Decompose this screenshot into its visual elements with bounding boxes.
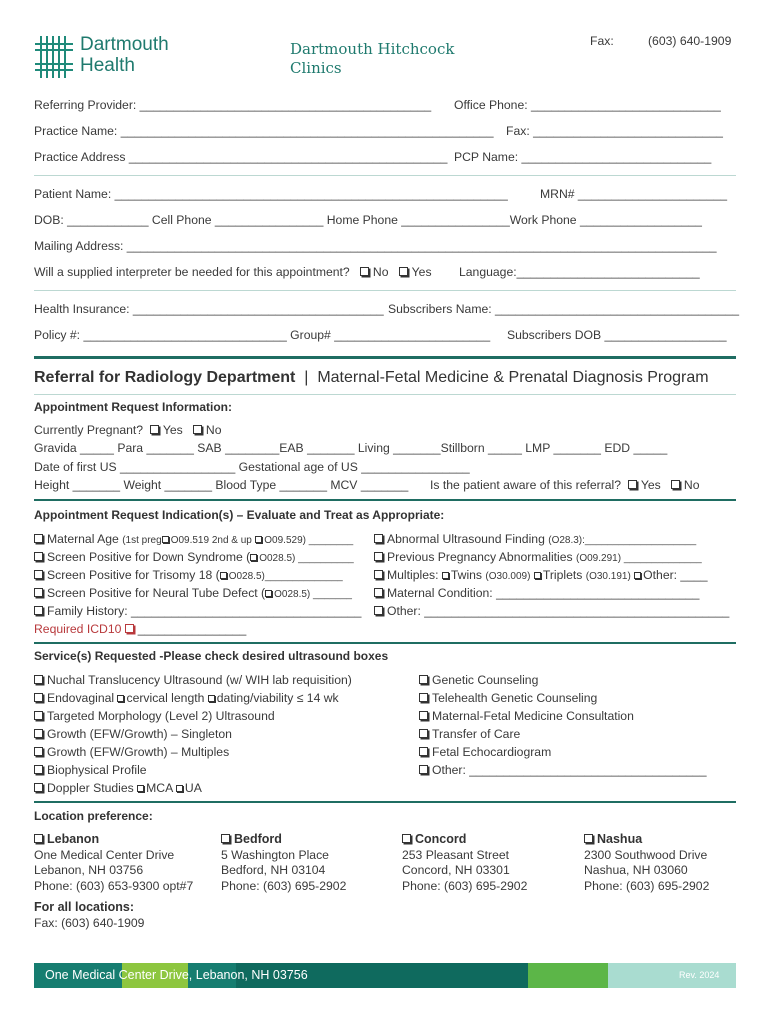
nuchal-label: Nuchal Translucency Ultrasound (w/ WIH lab requisition) — [47, 673, 352, 687]
dating-viability-label: dating/viability ≤ 14 wk — [216, 691, 339, 705]
doppler-item — [34, 781, 202, 795]
aware-no-label: No — [683, 478, 700, 492]
section-title-bold: Referral for Radiology Department — [34, 369, 296, 386]
growth-multiples-checkbox[interactable] — [34, 747, 43, 756]
neural-tube-checkbox[interactable] — [34, 588, 43, 597]
transfer-checkbox[interactable] — [419, 729, 428, 738]
prev-pregnancy-label: Previous Pregnancy Abnormalities — [387, 550, 573, 564]
aware-yes-checkbox[interactable] — [628, 480, 637, 489]
location-city: Lebanon, NH 03756 — [34, 863, 144, 877]
policy-group-field[interactable]: Policy #: ______________________________ Group# _______________________ — [34, 328, 491, 342]
maternal-condition-item — [374, 586, 699, 600]
location-heading: Location preference: — [34, 809, 153, 823]
biophysical-label: Biophysical Profile — [47, 763, 147, 777]
aware-yes-label: Yes — [640, 478, 661, 492]
family-history-checkbox[interactable] — [34, 606, 43, 615]
cervical-length-label: cervical length — [126, 691, 205, 705]
endovaginal-label: Endovaginal — [47, 691, 115, 705]
location-phone: Phone: (603) 653-9300 opt#7 — [34, 878, 194, 893]
practice-address-field[interactable]: Practice Address _______________________________________________ — [34, 150, 448, 164]
health-insurance-field[interactable]: Health Insurance: _____________________________________ — [34, 302, 384, 316]
location-name: Bedford — [234, 832, 282, 846]
twins-checkbox[interactable] — [442, 572, 449, 579]
abnormal-us-code[interactable]: (O28.3):____________________ — [548, 535, 697, 546]
triplets-label: Triplets — [542, 568, 583, 582]
other-service-field[interactable]: Other: ___________________________________ — [432, 763, 707, 777]
family-history-field[interactable]: Family History: __________________________________ — [47, 604, 362, 618]
triplets-code: (O30.191) — [585, 571, 631, 582]
appointment-info-heading: Appointment Request Information: — [34, 400, 232, 414]
genetic-counseling-checkbox[interactable] — [419, 675, 428, 684]
divider — [34, 394, 736, 395]
mailing-address-field[interactable]: Mailing Address: _______________________________________________________________________________________ — [34, 239, 717, 253]
doppler-checkbox[interactable] — [34, 783, 43, 792]
second-preg-checkbox[interactable] — [255, 536, 262, 543]
maternal-age-second: O09.519 2nd & up — [170, 535, 252, 546]
nuchal-item — [34, 673, 352, 687]
down-code-checkbox[interactable] — [250, 554, 257, 561]
endovaginal-checkbox[interactable] — [34, 693, 43, 702]
lebanon-checkbox[interactable] — [34, 834, 43, 843]
ua-checkbox[interactable] — [176, 785, 183, 792]
location-city: Nashua, NH 03060 — [584, 863, 688, 877]
genetic-counseling-item — [419, 673, 538, 687]
growth-multiples-label: Growth (EFW/Growth) – Multiples — [47, 745, 230, 759]
location-city: Concord, NH 03301 — [402, 863, 510, 877]
location-lebanon — [34, 832, 193, 894]
growth-singleton-checkbox[interactable] — [34, 729, 43, 738]
maternal-condition-field[interactable]: Maternal Condition: ______________________________ — [387, 586, 700, 600]
targeted-checkbox[interactable] — [34, 711, 43, 720]
height-weight-row[interactable]: Height _______ Weight _______ Blood Type _______ MCV _______ — [34, 478, 409, 492]
pcp-name-field[interactable]: PCP Name: ____________________________ — [454, 150, 712, 164]
mfm-consult-checkbox[interactable] — [419, 711, 428, 720]
triplets-checkbox[interactable] — [534, 572, 541, 579]
footer-segment — [528, 963, 608, 988]
location-street: One Medical Center Drive — [34, 847, 175, 862]
mca-label: MCA — [146, 781, 173, 795]
location-street: 253 Pleasant Street — [402, 847, 510, 862]
practice-fax-field[interactable]: Fax: ____________________________ — [506, 124, 723, 138]
maternal-condition-checkbox[interactable] — [374, 588, 383, 597]
growth-multiples-item — [34, 745, 229, 759]
interpreter-yes-checkbox[interactable] — [399, 267, 408, 276]
section-divider — [34, 356, 736, 359]
interpreter-no-label: No — [372, 265, 389, 279]
language-field[interactable]: Language:___________________________ — [459, 265, 700, 279]
telehealth-label: Telehealth Genetic Counseling — [432, 691, 598, 705]
patient-name-field[interactable]: Patient Name: __________________________________________________________ — [34, 187, 508, 201]
section-divider — [34, 499, 736, 501]
section-title-separator: | — [304, 369, 309, 386]
office-phone-field[interactable]: Office Phone: ____________________________ — [454, 98, 721, 112]
section-divider — [34, 801, 736, 803]
section-divider — [34, 642, 736, 644]
header-fax-number: (603) 640-1909 — [648, 34, 732, 48]
pregnant-no-label: No — [205, 423, 222, 437]
ua-label: UA — [184, 781, 202, 795]
first-preg-checkbox[interactable] — [162, 536, 169, 543]
location-nashua — [584, 832, 709, 894]
prev-pregnancy-checkbox[interactable] — [374, 552, 383, 561]
clinic-name-line-2: Clinics — [290, 59, 342, 77]
location-street: 2300 Southwood Drive — [584, 847, 708, 862]
required-icd10-item — [34, 622, 246, 636]
multiples-item — [374, 568, 708, 582]
nuchal-checkbox[interactable] — [34, 675, 43, 684]
fetal-echo-checkbox[interactable] — [419, 747, 428, 756]
targeted-item — [34, 709, 275, 723]
maternal-age-item — [34, 532, 353, 546]
aware-no-checkbox[interactable] — [671, 480, 680, 489]
required-icd10-label: Required ICD10 — [34, 622, 122, 636]
first-us-row[interactable]: Date of first US _________________ Gestational age of US ________________ — [34, 460, 470, 474]
clinic-name-line-1: Dartmouth Hitchcock — [290, 40, 455, 58]
footer-revision: Rev. 2024 — [679, 970, 720, 980]
dating-viability-checkbox[interactable] — [208, 695, 215, 702]
logo-line-1: Dartmouth — [80, 34, 169, 55]
trisomy-item — [34, 568, 343, 582]
footer-address: One Medical Center Drive, Lebanon, NH 03756 — [45, 968, 308, 982]
biophysical-item — [34, 763, 147, 777]
other-service-checkbox[interactable] — [419, 765, 428, 774]
location-city: Bedford, NH 03104 — [221, 863, 326, 877]
biophysical-checkbox[interactable] — [34, 765, 43, 774]
twins-code: (O30.009) — [485, 571, 531, 582]
down-syndrome-code: O028.5) __________ — [259, 553, 354, 564]
growth-singleton-label: Growth (EFW/Growth) – Singleton — [47, 727, 232, 741]
location-name: Nashua — [597, 832, 643, 846]
section-title-program: Maternal-Fetal Medicine & Prenatal Diagnosis Program — [317, 369, 709, 386]
abnormal-us-label: Abnormal Ultrasound Finding — [387, 532, 545, 546]
section-title — [34, 369, 709, 387]
multiples-label: Multiples: — [387, 568, 439, 582]
maternal-age-code: O09.529) ________ — [264, 535, 354, 546]
referring-provider-field[interactable]: Referring Provider: ___________________________________________ — [34, 98, 432, 112]
services-heading: Service(s) Requested -Please check desired ultrasound boxes — [34, 649, 389, 663]
required-icd10-checkbox[interactable] — [125, 624, 134, 633]
cervical-length-checkbox[interactable] — [117, 695, 124, 702]
neural-tube-item — [34, 586, 352, 600]
family-history-item — [34, 604, 361, 618]
divider — [34, 175, 736, 176]
currently-pregnant-label: Currently Pregnant? — [34, 423, 144, 437]
trisomy-checkbox[interactable] — [34, 570, 43, 579]
neural-code-checkbox[interactable] — [265, 590, 272, 597]
location-name: Lebanon — [47, 832, 100, 846]
other-service-item — [419, 763, 707, 777]
subscribers-dob-field[interactable]: Subscribers DOB __________________ — [507, 328, 727, 342]
logo-line-2: Health — [80, 55, 135, 76]
location-bedford — [221, 832, 346, 894]
divider — [34, 290, 736, 291]
bedford-checkbox[interactable] — [221, 834, 230, 843]
twins-label: Twins — [450, 568, 483, 582]
concord-checkbox[interactable] — [402, 834, 411, 843]
location-phone: Phone: (603) 695-2902 — [221, 878, 347, 893]
mfm-consult-label: Maternal-Fetal Medicine Consultation — [432, 709, 634, 723]
footer-band — [34, 963, 736, 988]
location-phone: Phone: (603) 695-2902 — [402, 878, 528, 893]
mca-checkbox[interactable] — [137, 785, 144, 792]
location-concord — [402, 832, 527, 894]
other-multiples-field[interactable]: Other: ____ — [643, 568, 708, 582]
interpreter-no-checkbox[interactable] — [360, 267, 369, 276]
down-syndrome-item — [34, 550, 354, 564]
practice-name-field[interactable]: Practice Name: _______________________________________________________ — [34, 124, 494, 138]
down-syndrome-checkbox[interactable] — [34, 552, 43, 561]
abnormal-us-checkbox[interactable] — [374, 534, 383, 543]
transfer-item — [419, 727, 520, 741]
mfm-consult-item — [419, 709, 634, 723]
other-indication-field[interactable]: Other: _____________________________________________ — [387, 604, 730, 618]
indications-heading: Appointment Request Indication(s) – Evaluate and Treat as Appropriate: — [34, 508, 445, 522]
doppler-label: Doppler Studies — [47, 781, 134, 795]
gravida-row[interactable]: Gravida _____ Para _______ SAB ________EAB _______ Living _______Stillborn _____ LMP _______ EDD _____ — [34, 441, 668, 455]
location-name: Concord — [415, 832, 467, 846]
pregnant-no-checkbox[interactable] — [193, 425, 202, 434]
header-fax-label: Fax: — [590, 34, 614, 48]
genetic-counseling-label: Genetic Counseling — [432, 673, 539, 687]
other-multiples-checkbox[interactable] — [634, 572, 641, 579]
targeted-label: Targeted Morphology (Level 2) Ultrasound — [47, 709, 275, 723]
neural-tube-code: O028.5) _______ — [274, 589, 352, 600]
telehealth-checkbox[interactable] — [419, 693, 428, 702]
growth-singleton-item — [34, 727, 232, 741]
transfer-label: Transfer of Care — [432, 727, 521, 741]
interpreter-question: Will a supplied interpreter be needed for this appointment? — [34, 265, 350, 279]
mrn-field[interactable]: MRN# ______________________ — [540, 187, 728, 201]
location-phone: Phone: (603) 695-2902 — [584, 878, 710, 893]
telehealth-item — [419, 691, 597, 705]
nashua-checkbox[interactable] — [584, 834, 593, 843]
fetal-echo-item — [419, 745, 551, 759]
abnormal-us-item — [374, 532, 696, 546]
other-indication-checkbox[interactable] — [374, 606, 383, 615]
pregnant-yes-label: Yes — [162, 423, 183, 437]
trisomy-code-checkbox[interactable] — [220, 572, 227, 579]
prev-pregnancy-item — [374, 550, 702, 564]
all-locations-heading: For all locations: — [34, 900, 135, 914]
fetal-echo-label: Fetal Echocardiogram — [432, 745, 552, 759]
location-street: 5 Washington Place — [221, 847, 329, 862]
required-icd10-field[interactable]: ________________ — [137, 622, 247, 636]
other-indication-item — [374, 604, 729, 618]
endovaginal-item — [34, 691, 339, 705]
subscribers-name-field[interactable]: Subscribers Name: ____________________________________ — [388, 302, 740, 316]
neural-tube-label: Screen Positive for Neural Tube Defect ( — [47, 586, 266, 600]
interpreter-yes-label: Yes — [411, 265, 432, 279]
dartmouth-health-logo — [33, 34, 193, 84]
all-locations-fax: Fax: (603) 640-1909 — [34, 916, 145, 930]
maternal-age-label: Maternal Age — [47, 532, 119, 546]
maternal-age-first-preg: (1st preg — [122, 535, 162, 546]
currently-pregnant-row — [34, 423, 222, 437]
dob-phone-row[interactable]: DOB: ____________ Cell Phone ________________ Home Phone ________________Work Phone __________________ — [34, 213, 702, 227]
aware-question: Is the patient aware of this referral? — [430, 478, 622, 492]
maternal-age-checkbox[interactable] — [34, 534, 43, 543]
down-syndrome-label: Screen Positive for Down Syndrome ( — [47, 550, 251, 564]
trisomy-label: Screen Positive for Trisomy 18 ( — [47, 568, 220, 582]
interpreter-row — [34, 265, 432, 279]
aware-row — [430, 478, 699, 492]
pregnant-yes-checkbox[interactable] — [150, 425, 159, 434]
trisomy-code: O028.5)______________ — [228, 571, 343, 582]
prev-pregnancy-code[interactable]: (O09.291) ______________ — [576, 553, 702, 564]
logo-mark-icon — [33, 34, 75, 80]
multiples-checkbox[interactable] — [374, 570, 383, 579]
